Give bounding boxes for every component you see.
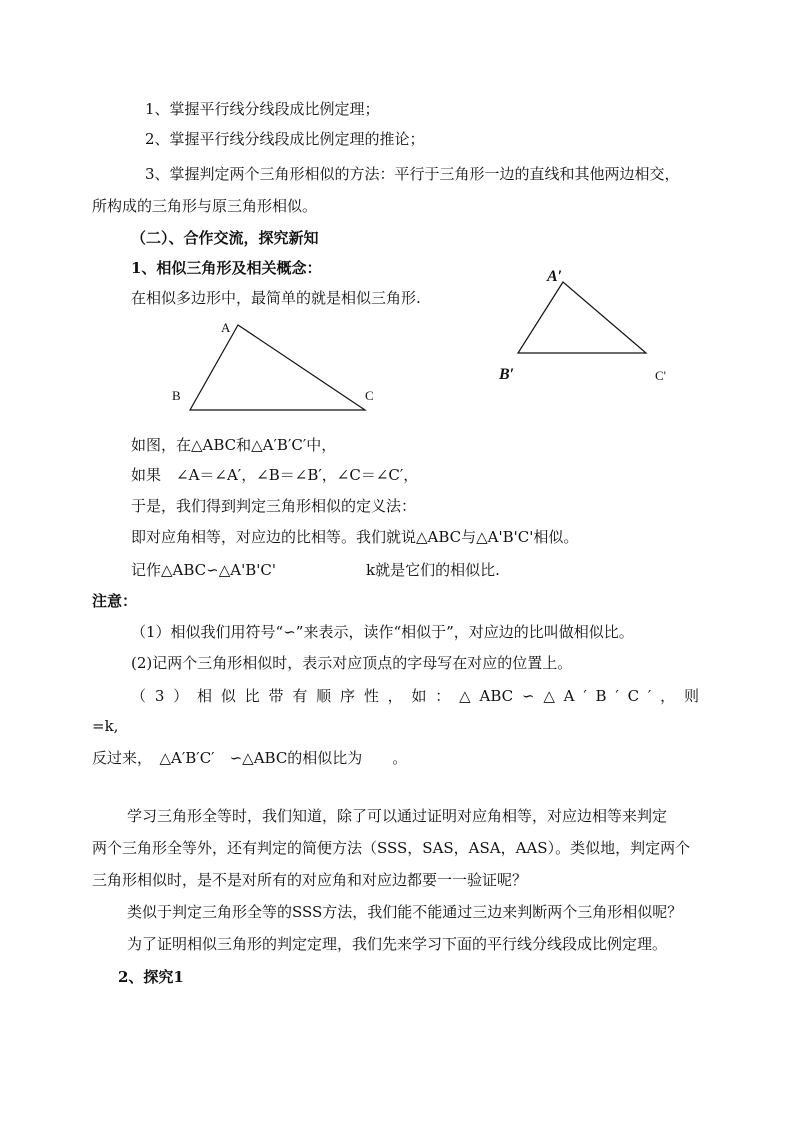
note-3-token: ， bbox=[660, 687, 676, 705]
note-1: （1）相似我们用符号“∽”来表示，读作“相似于”，对应边的比叫做相似比。 bbox=[131, 623, 634, 641]
note-3-token: 比 bbox=[244, 687, 260, 705]
note-3-token: ∽ bbox=[521, 687, 535, 705]
intro-text: 在相似多边形中，最简单的就是相似三角形. bbox=[131, 289, 421, 307]
label-c-prime: C' bbox=[655, 368, 667, 383]
note-3-token: 有 bbox=[292, 687, 308, 705]
label-a: A bbox=[221, 320, 231, 335]
note-title: 注意： bbox=[92, 592, 138, 610]
note-3-token: 相 bbox=[197, 687, 213, 705]
note-3-token: 3 bbox=[154, 687, 165, 705]
note-3-token: 带 bbox=[268, 687, 284, 705]
goal-3-cont: 所构成的三角形与原三角形相似。 bbox=[92, 197, 318, 215]
triangle-a-prime-figure bbox=[500, 270, 670, 365]
section-3-heading: 2、探究1 bbox=[118, 968, 184, 986]
body-line-4: 即对应角相等，对应边的比相等。我们就说△ABC与△A'B'C'相似。 bbox=[131, 528, 579, 546]
note-3-token: C bbox=[627, 687, 640, 705]
para-line-3: 三角形相似时，是不是对所有的对应角和对应边都要一一验证呢？ bbox=[92, 871, 528, 889]
body-line-1: 如图，在△ABC和△A′B′C′中， bbox=[131, 436, 337, 454]
note-3-token: ） bbox=[173, 687, 189, 705]
goal-1: 1、掌握平行线分线段成比例定理； bbox=[145, 100, 380, 118]
note-3-token: ′ bbox=[615, 687, 619, 705]
note-3-token: 序 bbox=[339, 687, 355, 705]
label-b-prime: B′ bbox=[499, 366, 515, 383]
note-3-token: ： bbox=[435, 687, 451, 705]
similarity-notation: 记作△ABC∽△A'B'C' bbox=[131, 561, 276, 579]
note-3-token: 如 bbox=[411, 687, 427, 705]
note-3-token: ′ bbox=[647, 687, 652, 705]
note-3-token: 顺 bbox=[316, 687, 332, 705]
note-3-token: △ bbox=[543, 687, 555, 705]
note-3-token: ABC bbox=[479, 687, 514, 705]
triangle-abc-figure bbox=[160, 315, 390, 420]
body-line-3: 于是，我们得到判定三角形相似的定义法： bbox=[131, 497, 417, 515]
subsection-heading: 1、相似三角形及相关概念： bbox=[131, 259, 322, 277]
para-line-4: 类似于判定三角形全等的SSS方法，我们能不能通过三边来判断两个三角形相似呢？ bbox=[127, 903, 683, 921]
note-3-token: B bbox=[595, 687, 607, 705]
goal-2: 2、掌握平行线分线段成比例定理的推论； bbox=[145, 130, 425, 148]
note-3-token: 则 bbox=[683, 687, 699, 705]
label-a-prime: A′ bbox=[547, 268, 563, 285]
note-3-token: 性 bbox=[363, 687, 379, 705]
label-c: C bbox=[365, 388, 374, 403]
note-3-token: （ bbox=[131, 687, 147, 705]
similarity-ratio-text: k就是它们的相似比. bbox=[366, 561, 500, 579]
goal-3: 3、掌握判定两个三角形相似的方法：平行于三角形一边的直线和其他两边相交， bbox=[145, 165, 680, 183]
body-line-2: 如果 ∠A＝∠A′，∠B＝∠B′，∠C＝∠C′， bbox=[131, 466, 419, 484]
note-3 bbox=[131, 686, 699, 706]
label-b: B bbox=[172, 388, 181, 403]
note-4: 反过来， △A′B′C′ ∽△ABC的相似比为 。 bbox=[92, 749, 408, 767]
note-3-token: ′ bbox=[583, 687, 587, 705]
note-3-token: ， bbox=[387, 687, 403, 705]
section-heading: （二）、合作交流，探究新知 bbox=[131, 229, 319, 247]
note-3-cont: =k, bbox=[92, 717, 119, 735]
para-line-5: 为了证明相似三角形的判定定理，我们先来学习下面的平行线分线段成比例定理。 bbox=[127, 935, 668, 953]
note-3-token: 似 bbox=[220, 687, 236, 705]
note-2: (2)记两个三角形相似时，表示对应顶点的字母写在对应的位置上。 bbox=[131, 654, 573, 672]
note-3-token: △ bbox=[459, 687, 471, 705]
note-3-token: A bbox=[563, 687, 575, 705]
para-line-2: 两个三角形全等外，还有判定的简便方法（SSS，SAS，ASA，AAS）。类似地，判定两个 bbox=[92, 839, 691, 857]
para-line-1: 学习三角形全等时，我们知道，除了可以通过证明对应角相等，对应边相等来判定 bbox=[127, 807, 668, 825]
